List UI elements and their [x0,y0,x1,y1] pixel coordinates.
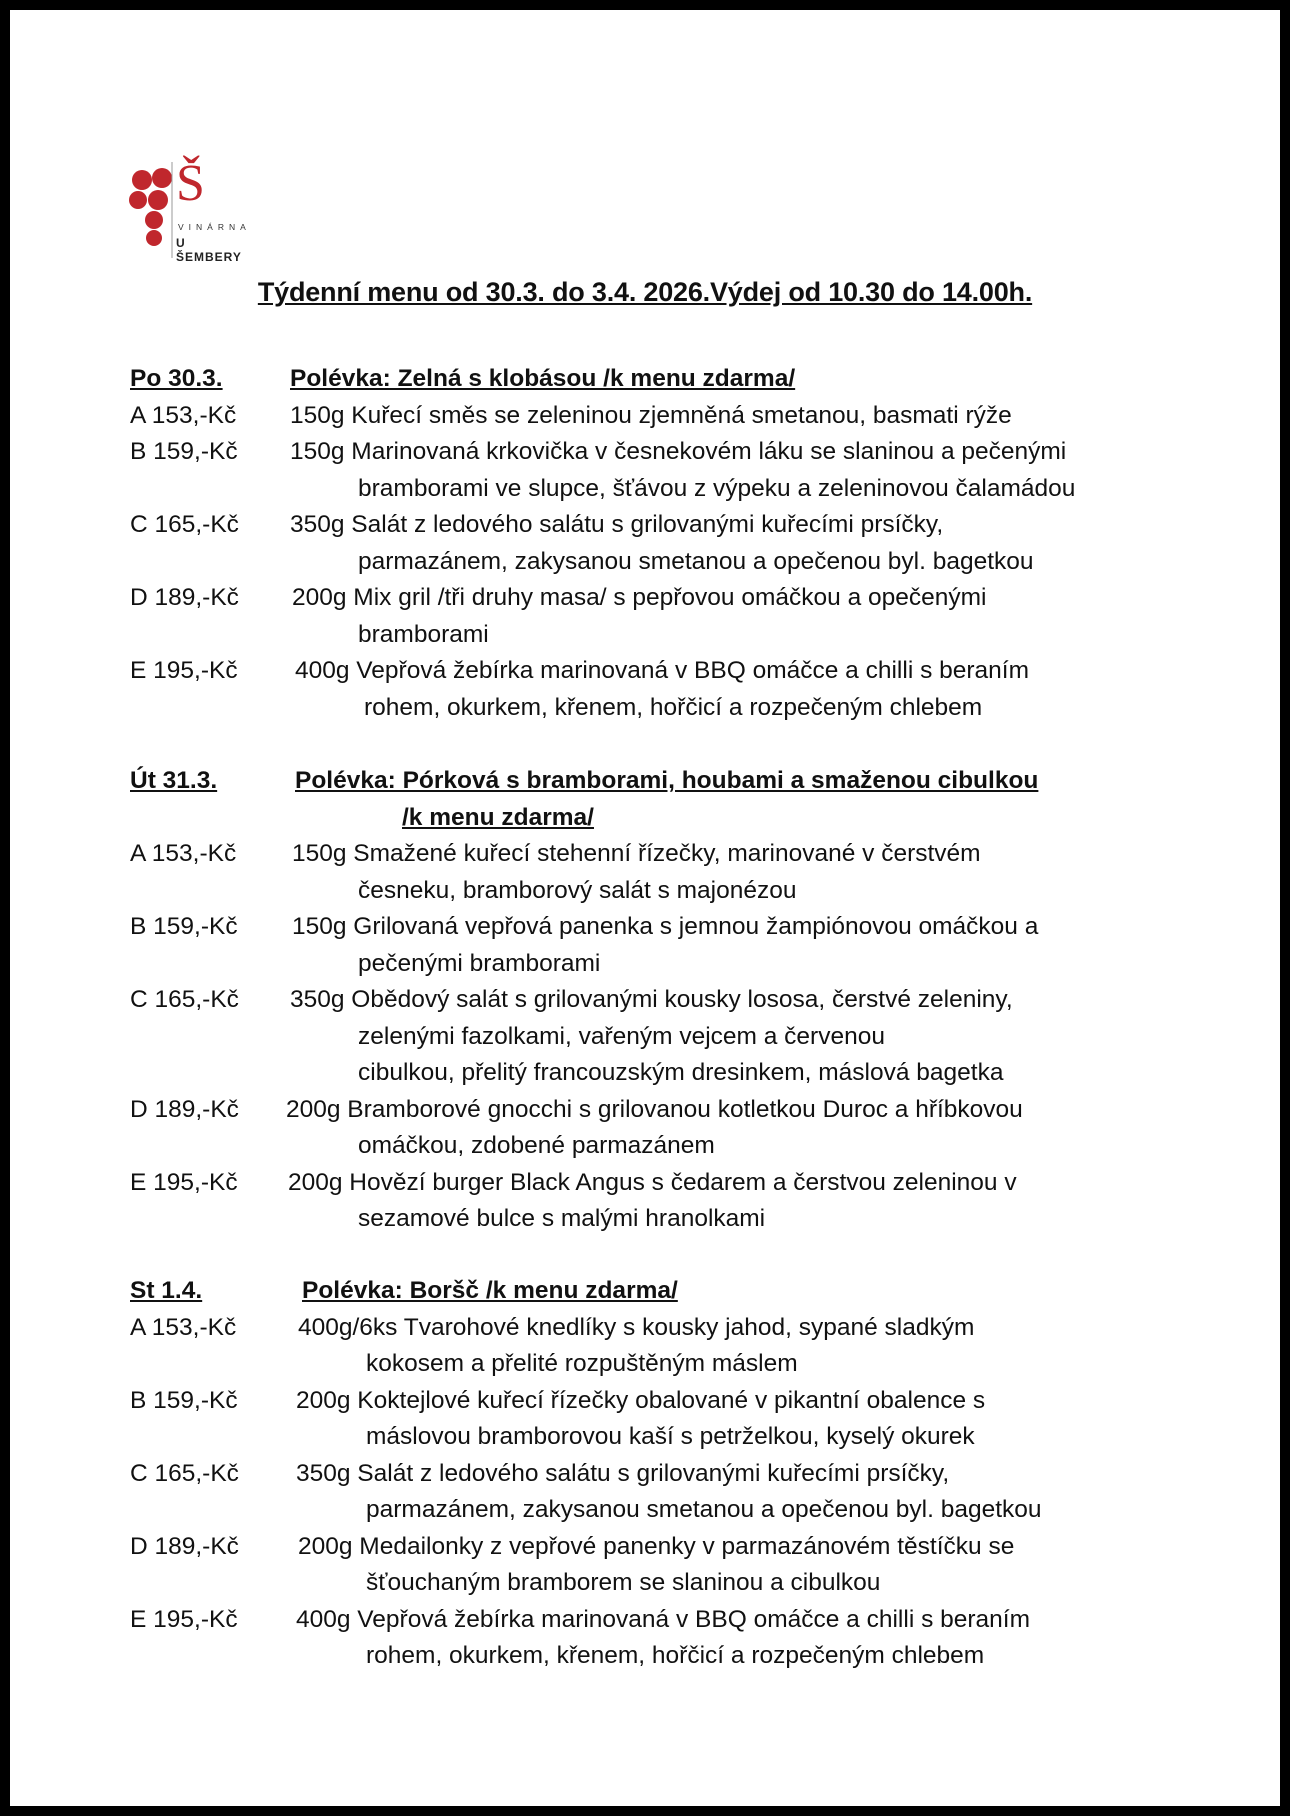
menu-item-description: parmazánem, zakysanou smetanou a opečenou byl. bagetkou [366,1496,1042,1523]
restaurant-logo [128,155,251,264]
logo-line2: U ŠEMBERY [176,236,242,264]
logo-line1: VINÁRNA [178,222,251,232]
menu-item-price: C 165,-Kč [130,986,239,1013]
day-heading: Po 30.3. [130,365,223,392]
menu-item-price: E 195,-Kč [130,657,238,684]
menu-item-description: 350g Obědový salát s grilovanými kousky lososa, čerstvé zeleniny, [290,986,1013,1013]
menu-item-description: 350g Salát z ledového salátu s grilovanými kuřecími prsíčky, [296,1459,950,1487]
menu-item-description: 150g Marinovaná krkovička v česnekovém láku se slaninou a pečenými [290,438,1067,465]
soup-heading-cont: /k menu zdarma/ [402,803,594,831]
document-page [10,10,1280,1806]
menu-item-description: 350g Salát z ledového salátu s grilovanými kuřecími prsíčky, [290,511,944,538]
menu-item-description: 200g Koktejlové kuřecí řízečky obalované v pikantní obalence s [296,1386,986,1414]
menu-item-price: A 153,-Kč [130,401,237,429]
day-heading: Út 31.3. [130,767,218,794]
menu-item-description: šťouchaným bramborem se slaninou a cibulkou [366,1569,881,1596]
menu-item-price: A 153,-Kč [130,1313,237,1341]
day-heading: St 1.4. [130,1277,203,1304]
menu-item-description: sezamové bulce s malými hranolkami [358,1205,766,1232]
menu-item-description: 150g Kuřecí směs se zeleninou zjemněná smetanou, basmati rýže [290,401,1012,429]
menu-item-price: B 159,-Kč [130,438,238,465]
menu-item-description: 200g Mix gril /tři druhy masa/ s pepřovou omáčkou a opečenými [292,584,987,611]
menu-item-price: C 165,-Kč [130,511,239,538]
menu-item-price: D 189,-Kč [130,1095,239,1123]
menu-item-price: D 189,-Kč [130,584,239,611]
menu-item-price: B 159,-Kč [130,1386,238,1414]
menu-item-description: rohem, okurkem, křenem, hořčicí a rozpečeným chlebem [366,1642,985,1669]
logo-letter: Š [176,155,205,212]
menu-item-description: parmazánem, zakysanou smetanou a opečenou byl. bagetkou [358,547,1034,575]
soup-heading: Polévka: Pórková s bramborami, houbami a smaženou cibulkou [295,767,1039,794]
menu-item-price: E 195,-Kč [130,1605,238,1633]
menu-item-price: D 189,-Kč [130,1532,239,1560]
menu-item-description: 200g Hovězí burger Black Angus s čedarem a čerstvou zeleninou v [288,1168,1017,1196]
menu-item-price: E 195,-Kč [130,1168,238,1196]
menu-item-description: 400g Vepřová žebírka marinovaná v BBQ omáčce a chilli s beraním [296,1605,1031,1633]
menu-item-description: bramborami [358,620,489,648]
menu-item-description: 400g/6ks Tvarohové knedlíky s kousky jahod, sypané sladkým [298,1313,975,1341]
page-title: Týdenní menu od 30.3. do 3.4. 2026.Výdej od 10.30 do 14.00h. [257,277,1033,307]
menu-item-description: rohem, okurkem, křenem, hořčicí a rozpečeným chlebem [364,693,983,721]
menu-item-price: B 159,-Kč [130,913,238,940]
soup-heading: Polévka: Boršč /k menu zdarma/ [302,1277,678,1304]
menu-document [10,10,1280,1806]
menu-item-description: bramborami ve slupce, šťávou z výpeku a zeleninovou čalamádou [358,474,1076,502]
menu-item-description: pečenými bramborami [358,949,601,977]
menu-item-description: 150g Smažené kuřecí stehenní řízečky, marinované v čerstvém [292,840,981,867]
menu-item-description: 200g Medailonky z vepřové panenky v parmazánovém těstíčku se [298,1532,1015,1560]
soup-heading: Polévka: Zelná s klobásou /k menu zdarma/ [290,365,796,392]
menu-item-description: máslovou bramborovou kaší s petrželkou, kyselý okurek [366,1423,975,1450]
menu-item-price: A 153,-Kč [130,840,237,867]
menu-item-description: zelenými fazolkami, vařeným vejcem a červenou [358,1022,885,1050]
menu-item-description: kokosem a přelité rozpuštěným máslem [366,1350,798,1377]
menu-item-description: 400g Vepřová žebírka marinovaná v BBQ omáčce a chilli s beraním [295,657,1030,684]
menu-item-price: C 165,-Kč [130,1459,239,1487]
menu-item-description: česneku, bramborový salát s majonézou [358,876,797,904]
menu-item-description: cibulkou, přelitý francouzským dresinkem, máslová bagetka [358,1059,1004,1086]
menu-item-description: omáčkou, zdobené parmazánem [358,1132,715,1159]
menu-item-description: 200g Bramborové gnocchi s grilovanou kotletkou Duroc a hříbkovou [286,1095,1023,1123]
menu-item-description: 150g Grilovaná vepřová panenka s jemnou žampiónovou omáčkou a [292,913,1039,940]
